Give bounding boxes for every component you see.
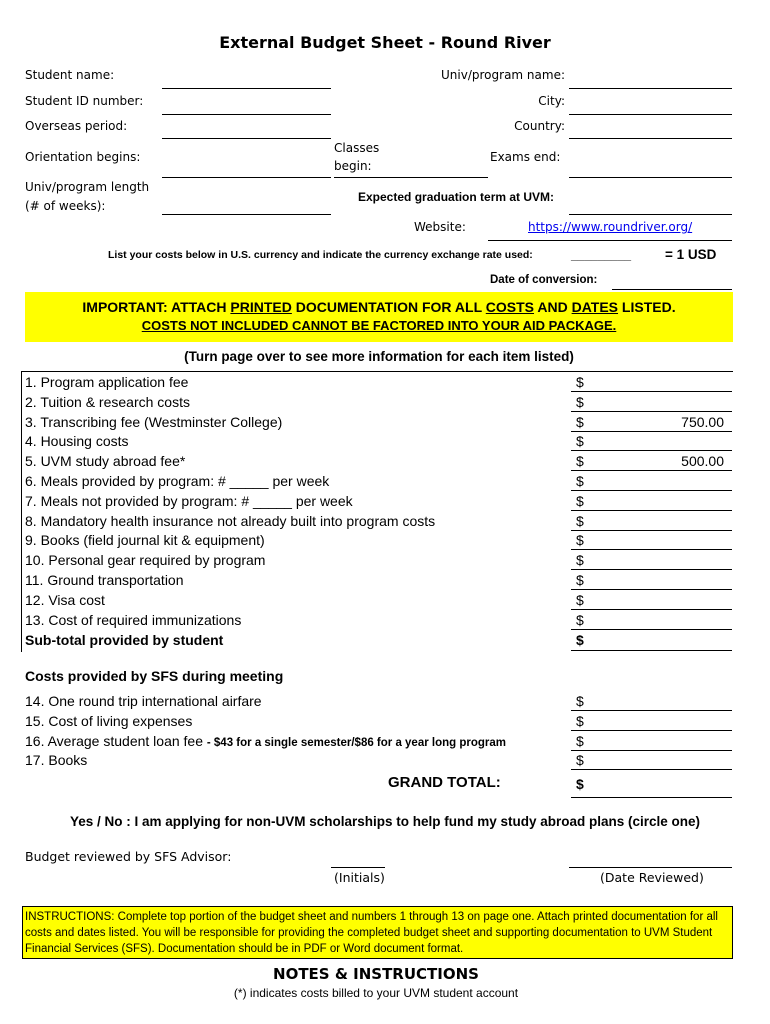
sfs-cost-row	[25, 750, 732, 770]
important-line-2: COSTS NOT INCLUDED CANNOT BE FACTORED INTO YOUR AID PACKAGE.	[141, 318, 617, 333]
overseas-period-label: Overseas period:	[25, 119, 128, 133]
cost-currency: $	[576, 433, 584, 450]
reviewed-by-label: Budget reviewed by SFS Advisor:	[25, 849, 232, 864]
student-id-field[interactable]	[162, 114, 331, 115]
cost-currency: $	[576, 393, 584, 410]
student-name-label: Student name:	[25, 68, 115, 82]
exams-end-field[interactable]	[569, 177, 732, 178]
date-of-conversion-field[interactable]	[612, 289, 732, 290]
sfs-cost-currency: $	[576, 693, 584, 709]
website-underline	[488, 240, 732, 241]
overseas-period-field[interactable]	[162, 138, 331, 139]
cost-label: 1. Program application fee	[25, 374, 189, 390]
classes-begin-field[interactable]	[334, 177, 488, 178]
program-length-label-2: (# of weeks):	[25, 199, 106, 213]
country-label: Country:	[514, 119, 565, 133]
exchange-rate-field[interactable]: _________	[571, 248, 632, 262]
scholarship-statement[interactable]: Yes / No : I am applying for non-UVM scholarships to help fund my study abroad plans (circle one)	[69, 814, 701, 829]
cost-currency: $	[576, 374, 584, 390]
notes-heading: NOTES & INSTRUCTIONS	[273, 965, 479, 983]
expected-graduation-label: Expected graduation term at UVM:	[358, 190, 555, 204]
sfs-heading: Costs provided by SFS during meeting	[25, 668, 284, 684]
website-link[interactable]: https://www.roundriver.org/	[528, 220, 693, 234]
sfs-cost-label	[25, 713, 192, 729]
usd-label: = 1 USD	[665, 247, 717, 262]
cost-row	[25, 530, 732, 550]
cost-label: 6. Meals provided by program: # _____ per week	[25, 473, 330, 489]
cost-row	[25, 610, 732, 630]
cost-currency: $	[576, 552, 584, 569]
website-label: Website:	[414, 220, 466, 234]
cost-row	[25, 372, 732, 392]
cost-row	[25, 451, 732, 471]
cost-currency: $	[576, 572, 584, 588]
notes-subtext: (*) indicates costs billed to your UVM student account	[233, 986, 519, 1000]
cost-label: 13. Cost of required immunizations	[25, 611, 242, 628]
date-reviewed-label: (Date Reviewed)	[600, 870, 704, 885]
cost-row	[25, 392, 732, 412]
cost-currency: $	[576, 532, 584, 549]
classes-begin-label-1: Classes	[334, 141, 380, 155]
cost-currency: $	[576, 611, 584, 628]
cost-label: 12. Visa cost	[25, 591, 105, 608]
exams-end-label: Exams end:	[490, 150, 561, 164]
univ-program-name-field[interactable]	[569, 88, 732, 89]
cost-row	[25, 590, 732, 610]
cost-currency: $	[576, 512, 584, 529]
date-of-conversion-label: Date of conversion:	[490, 274, 598, 286]
important-text-1: IMPORTANT: ATTACH	[82, 299, 231, 315]
sfs-cost-label-text: 15. Cost of living expenses	[25, 712, 193, 729]
date-reviewed-field[interactable]	[569, 867, 732, 868]
classes-begin-label-2: begin:	[334, 159, 372, 173]
cost-row	[25, 491, 732, 511]
cost-row	[25, 412, 732, 432]
instructions-text: INSTRUCTIONS: Complete top portion of the budget sheet and numbers 1 through 13 on page one. Attach printed documentation for all costs and dates listed. You will be responsible for providing the completed budget sheet and supporting documentation to UVM Student Financial Services (SFS). Documentation should be in PDF or Word document format.	[25, 911, 718, 955]
sfs-amount-underline	[571, 769, 732, 770]
orientation-begins-label: Orientation begins:	[25, 150, 141, 164]
cost-currency: $	[576, 492, 584, 509]
subtotal-row	[25, 630, 732, 650]
cost-currency: $	[576, 473, 584, 489]
sfs-cost-row	[25, 691, 732, 711]
program-length-field[interactable]	[162, 214, 331, 215]
page-title: External Budget Sheet - Round River	[219, 33, 551, 52]
cost-amount[interactable]: 500.00	[681, 453, 724, 470]
turn-page-note: (Turn page over to see more information for each item listed)	[184, 349, 574, 364]
important-printed: PRINTED	[230, 299, 292, 315]
cost-label: 8. Mandatory health insurance not already built into program costs	[25, 512, 436, 529]
cost-label: 3. Transcribing fee (Westminster College)	[25, 413, 283, 430]
cost-label: 9. Books (field journal kit & equipment)	[25, 532, 265, 549]
student-name-field[interactable]	[162, 88, 331, 89]
cost-currency: $	[576, 453, 584, 470]
subtotal-label: Sub-total provided by student	[25, 632, 224, 648]
program-length-label-1: Univ/program length	[25, 180, 150, 194]
cost-label: 5. UVM study abroad fee*	[25, 453, 186, 470]
cost-label: 2. Tuition & research costs	[25, 393, 190, 410]
important-text-3: AND	[534, 299, 572, 315]
sfs-cost-currency: $	[576, 732, 584, 749]
city-field[interactable]	[569, 114, 732, 115]
sfs-cost-row	[25, 731, 732, 751]
expected-graduation-field[interactable]	[569, 214, 732, 215]
important-text-4: LISTED.	[618, 299, 676, 315]
sfs-cost-row	[25, 711, 732, 731]
cost-row	[25, 570, 732, 590]
country-field[interactable]	[569, 138, 732, 139]
cost-label: 7. Meals not provided by program: # _____ per week	[25, 492, 353, 509]
sfs-cost-currency: $	[576, 712, 584, 729]
cost-amount[interactable]: 750.00	[681, 413, 724, 430]
subtotal-currency: $	[576, 632, 584, 648]
important-costs: COSTS	[485, 299, 535, 315]
currency-instruction: List your costs below in U.S. currency and indicate the currency exchange rate used:	[108, 249, 533, 261]
important-line-1	[25, 299, 733, 315]
grand-total-underline	[571, 797, 732, 798]
initials-label: (Initials)	[334, 870, 385, 885]
sfs-cost-label-text: 16. Average student loan fee	[25, 732, 207, 749]
orientation-begins-field[interactable]	[162, 177, 331, 178]
subtotal-underline	[571, 650, 732, 651]
cost-label: 4. Housing costs	[25, 433, 129, 450]
important-text-2: DOCUMENTATION FOR ALL	[291, 299, 486, 315]
sfs-cost-label	[25, 752, 87, 768]
cost-row	[25, 511, 732, 531]
cost-row	[25, 471, 732, 491]
initials-field[interactable]	[331, 867, 385, 868]
sfs-cost-label-text: 17. Books	[25, 752, 88, 769]
sfs-cost-note: - $43 for a single semester/$86 for a year long program	[206, 736, 507, 749]
city-label: City:	[538, 94, 565, 108]
sfs-cost-label-text: 14. One round trip international airfare	[25, 693, 262, 709]
cost-row	[25, 550, 732, 570]
important-dates: DATES	[571, 299, 619, 315]
cost-currency: $	[576, 413, 584, 430]
cost-label: 10. Personal gear required by program	[25, 552, 266, 569]
student-id-label: Student ID number:	[25, 94, 144, 108]
cost-currency: $	[576, 591, 584, 608]
grand-total-label: GRAND TOTAL:	[388, 774, 501, 791]
sfs-cost-currency: $	[576, 752, 584, 769]
grand-total-currency: $	[576, 776, 584, 792]
sfs-cost-label	[25, 693, 262, 709]
univ-program-name-label: Univ/program name:	[441, 68, 565, 82]
cost-label: 11. Ground transportation	[25, 572, 184, 588]
sfs-cost-label	[25, 733, 506, 749]
cost-row	[25, 431, 732, 451]
